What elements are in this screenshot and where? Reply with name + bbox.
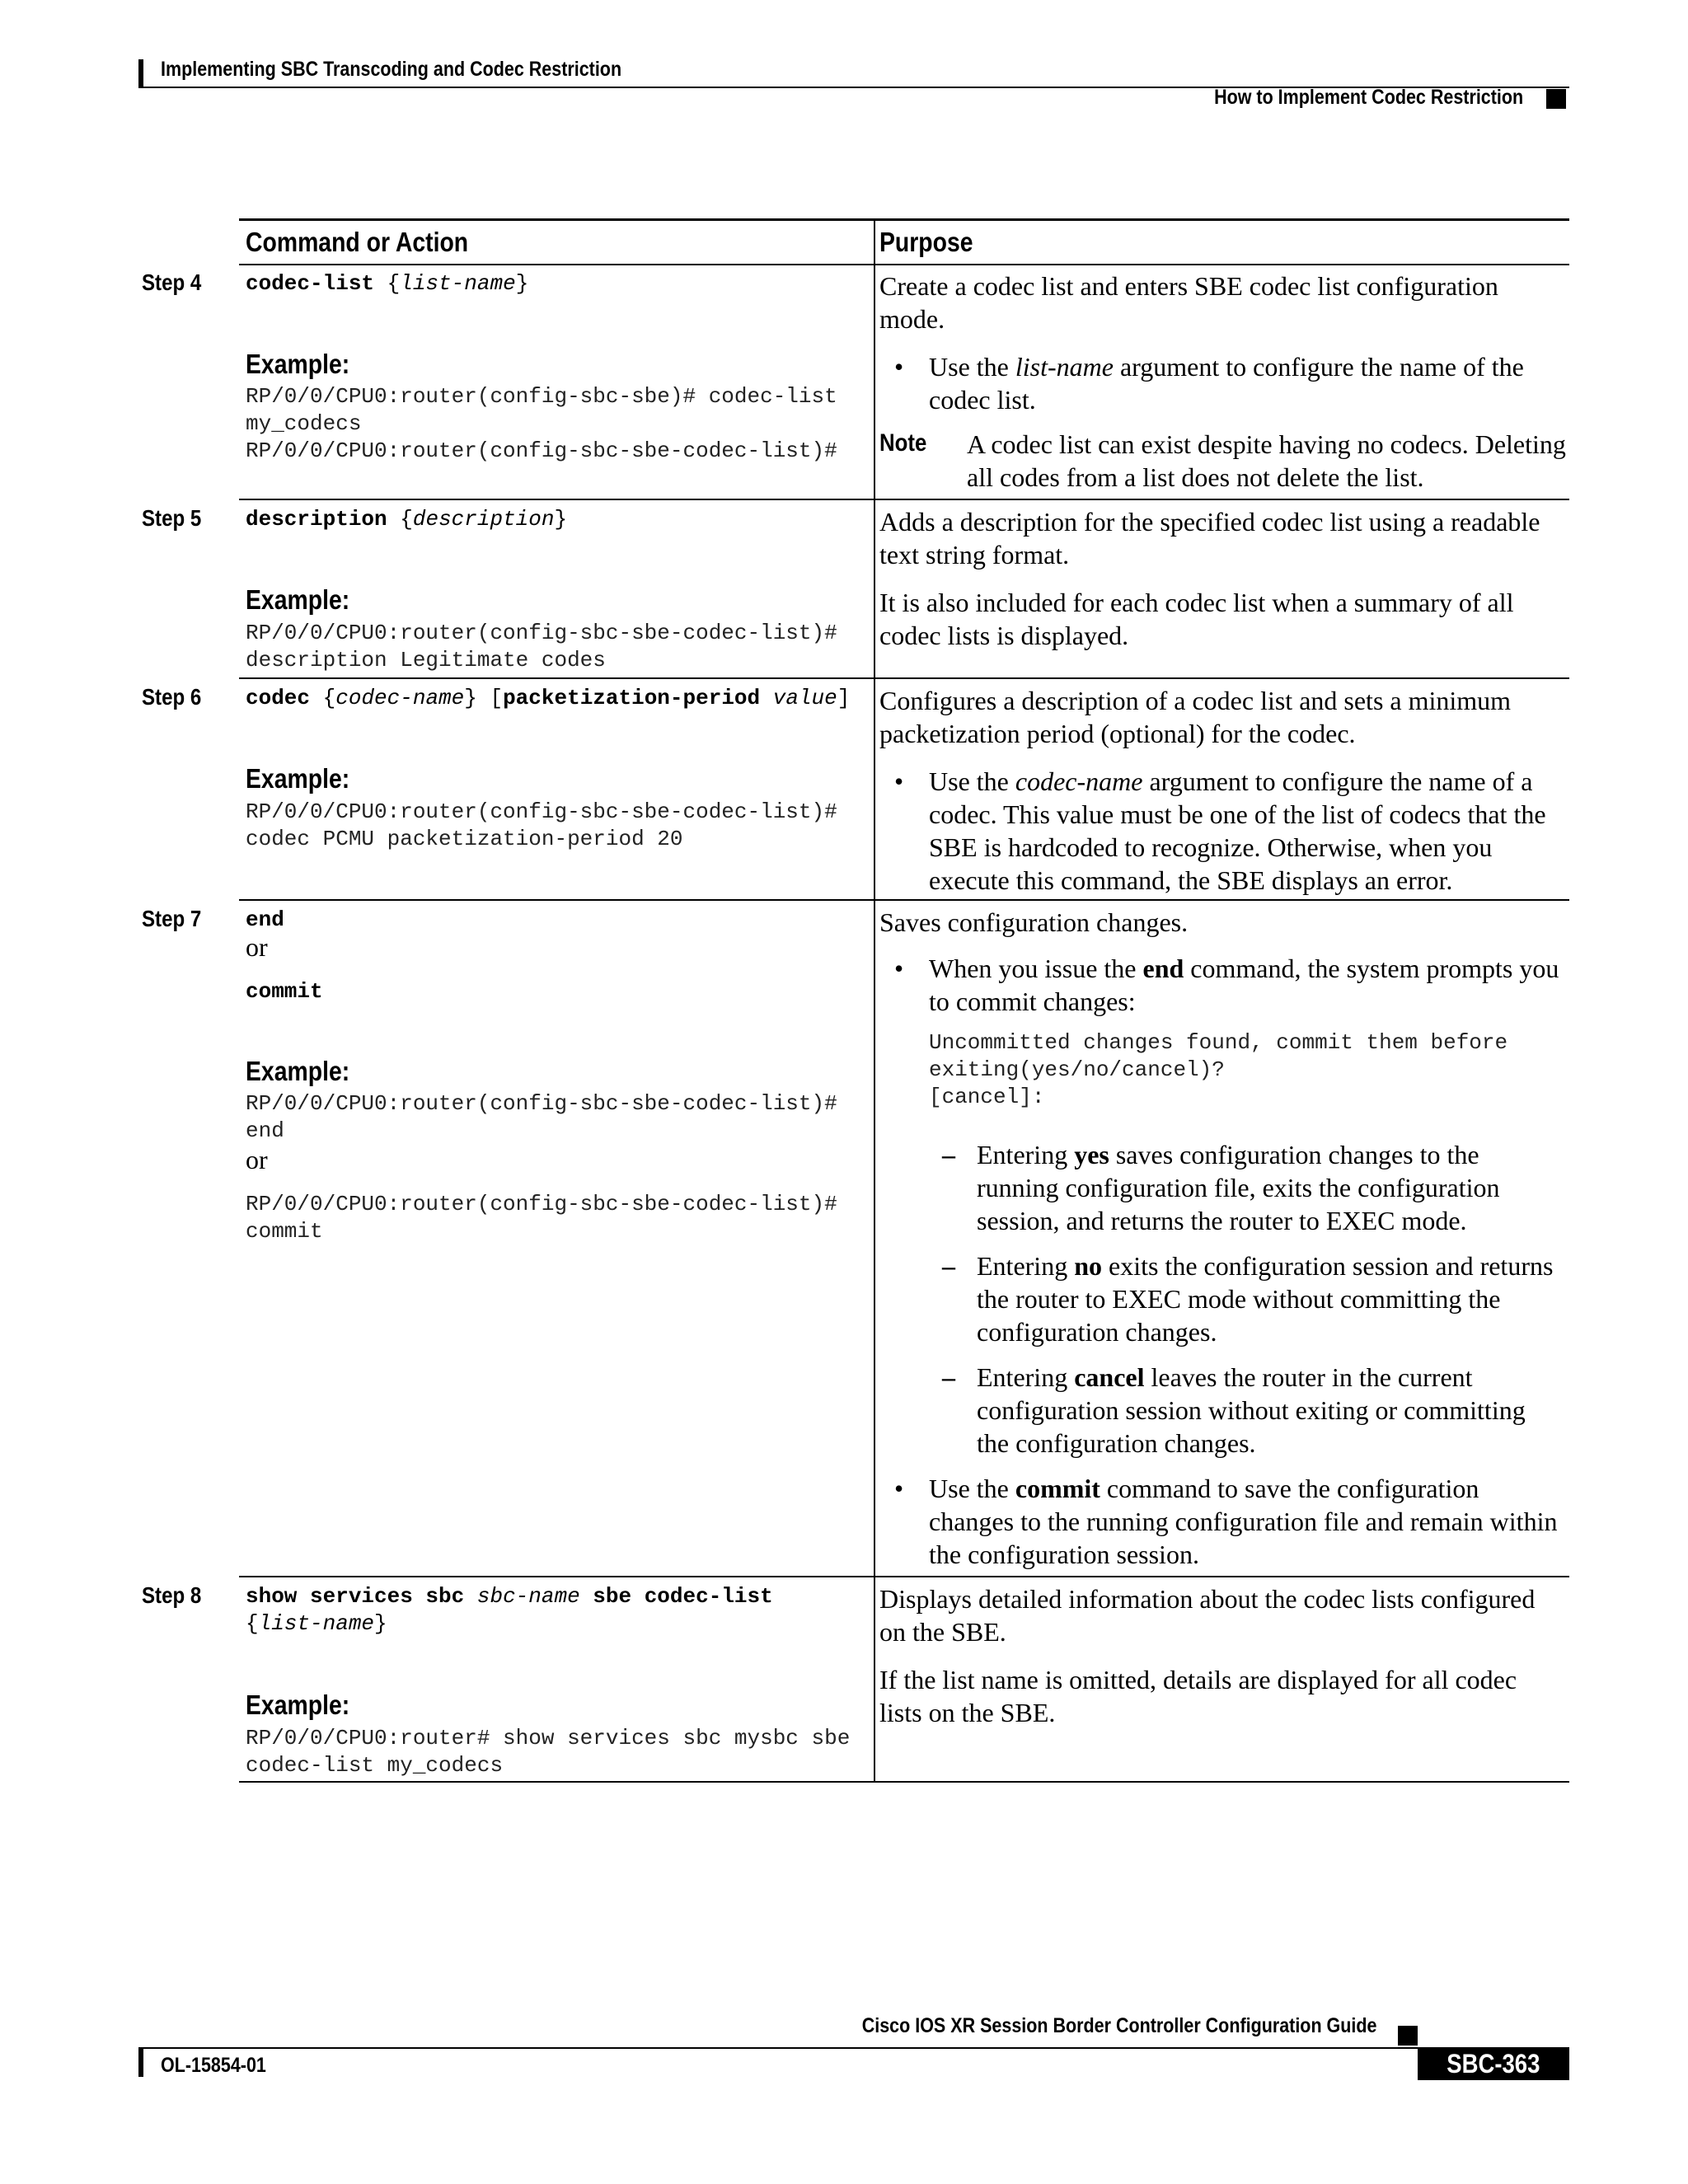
step-8-purpose-extra: If the list name is omitted, details are displayed for all codec lists on the SBE. [879, 1665, 1517, 1727]
step-8-example-label: Example: [246, 1690, 350, 1720]
step-7-or: or [246, 932, 268, 962]
step-6-bullet: Use the codec-name argument to configure the name of a codec. This value must be one of the list of codecs that the SBE is hardcoded to recognize. Otherwise, when you execute this command, the SBE displays an error. [929, 766, 1546, 895]
step-6-command: codec {codec-name} [packetization-period value] [246, 686, 851, 710]
step-4-note-label: Note [879, 429, 927, 457]
bullet-icon: • [894, 766, 904, 796]
step-7-label: Step 7 [142, 906, 202, 931]
step-5-command: description {description} [246, 507, 568, 532]
step-4-example-label: Example: [246, 349, 350, 379]
dash-icon: – [942, 1140, 955, 1169]
step-6-purpose: Configures a description of a codec list and sets a minimum packetization period (optional) for the codec. [879, 686, 1512, 748]
step-7-bullet-end: When you issue the end command, the system prompts you to commit changes: [929, 954, 1559, 1016]
header-marker [1546, 89, 1566, 109]
bullet-icon: • [894, 954, 904, 983]
step-7-example-label: Example: [246, 1056, 350, 1086]
step-4-note: A codec list can exist despite having no codecs. Deleting all codes from a list does not delete the list. [967, 429, 1566, 492]
step-4-label: Step 4 [142, 269, 202, 295]
step-7-option-no: Entering no exits the configuration session and returns the router to EXEC mode without committing the configuration changes. [977, 1251, 1554, 1347]
step-7-purpose: Saves configuration changes. [879, 907, 1189, 937]
step-5-label: Step 5 [142, 505, 202, 531]
row-rule [239, 899, 1569, 901]
step-7-option-cancel: Entering cancel leaves the router in the current configuration session without exiting or committing the configuration changes. [977, 1362, 1526, 1458]
footer-guide-title: Cisco IOS XR Session Border Controller Configuration Guide [861, 2014, 1376, 2037]
row-rule [239, 677, 1569, 679]
table-bottom-rule [239, 1781, 1569, 1783]
dash-icon: – [942, 1251, 955, 1281]
step-5-purpose: Adds a description for the specified codec list using a readable text string format. [879, 507, 1540, 569]
step-7-command-commit: commit [246, 979, 323, 1004]
section-title: How to Implement Codec Restriction [1213, 86, 1523, 109]
step-4-command: codec-list {list-name} [246, 271, 529, 296]
header-row-rule [239, 264, 1569, 265]
page-number: SBC-363 [1418, 2047, 1569, 2080]
step-8-command: show services sbc sbc-name sbe codec-list {list-name} [246, 1584, 773, 1636]
chapter-title: Implementing SBC Transcoding and Codec Restriction [161, 58, 622, 81]
column-divider [874, 218, 875, 1783]
step-4-bullet: Use the list-name argument to configure the name of the codec list. [929, 352, 1524, 415]
step-7-bullet-commit: Use the commit command to save the configuration changes to the running configuration file and remain within the configuration session. [929, 1474, 1558, 1569]
step-5-example-label: Example: [246, 584, 350, 615]
step-4-purpose: Create a codec list and enters SBE codec list configuration mode. [879, 271, 1498, 334]
row-rule [239, 499, 1569, 500]
header-bar [138, 59, 143, 87]
step-7-example-code-end: RP/0/0/CPU0:router(config-sbc-sbe-codec-list)# end [246, 1091, 837, 1143]
footer-rule [138, 2047, 1569, 2049]
footer-bar [138, 2049, 143, 2077]
dash-icon: – [942, 1362, 955, 1392]
row-rule [239, 1576, 1569, 1577]
step-6-example-label: Example: [246, 763, 350, 794]
step-8-label: Step 8 [142, 1582, 202, 1608]
bullet-icon: • [894, 352, 904, 382]
step-7-example-code-commit: RP/0/0/CPU0:router(config-sbc-sbe-codec-list)# commit [246, 1192, 837, 1244]
step-8-example-code: RP/0/0/CPU0:router# show services sbc mysbc sbe codec-list my_codecs [246, 1726, 851, 1778]
footer-doc-number: OL-15854-01 [161, 2054, 266, 2077]
table-top-rule [239, 218, 1569, 221]
step-6-label: Step 6 [142, 684, 202, 710]
bullet-icon: • [894, 1474, 904, 1503]
step-5-example-code: RP/0/0/CPU0:router(config-sbc-sbe-codec-list)# description Legitimate codes [246, 621, 837, 673]
step-7-prompt-code: Uncommitted changes found, commit them before exiting(yes/no/cancel)? [cancel]: [929, 1030, 1508, 1109]
column-header-command: Command or Action [246, 227, 469, 257]
step-5-purpose-extra: It is also included for each codec list when a summary of all codec lists is displayed. [879, 588, 1514, 650]
step-7-option-yes: Entering yes saves configuration changes to the running configuration file, exits the configuration session, and returns the router to EXEC mode. [977, 1140, 1500, 1235]
footer-marker [1398, 2026, 1418, 2046]
column-header-purpose: Purpose [879, 227, 973, 257]
step-7-command-end: end [246, 907, 284, 932]
step-7-example-or: or [246, 1145, 268, 1174]
step-6-example-code: RP/0/0/CPU0:router(config-sbc-sbe-codec-list)# codec PCMU packetization-period 20 [246, 799, 837, 851]
step-8-purpose: Displays detailed information about the codec lists configured on the SBE. [879, 1584, 1536, 1647]
step-4-example-code: RP/0/0/CPU0:router(config-sbc-sbe)# codec-list my_codecs RP/0/0/CPU0:router(config-sbc-sbe-codec-list)# [246, 384, 837, 463]
